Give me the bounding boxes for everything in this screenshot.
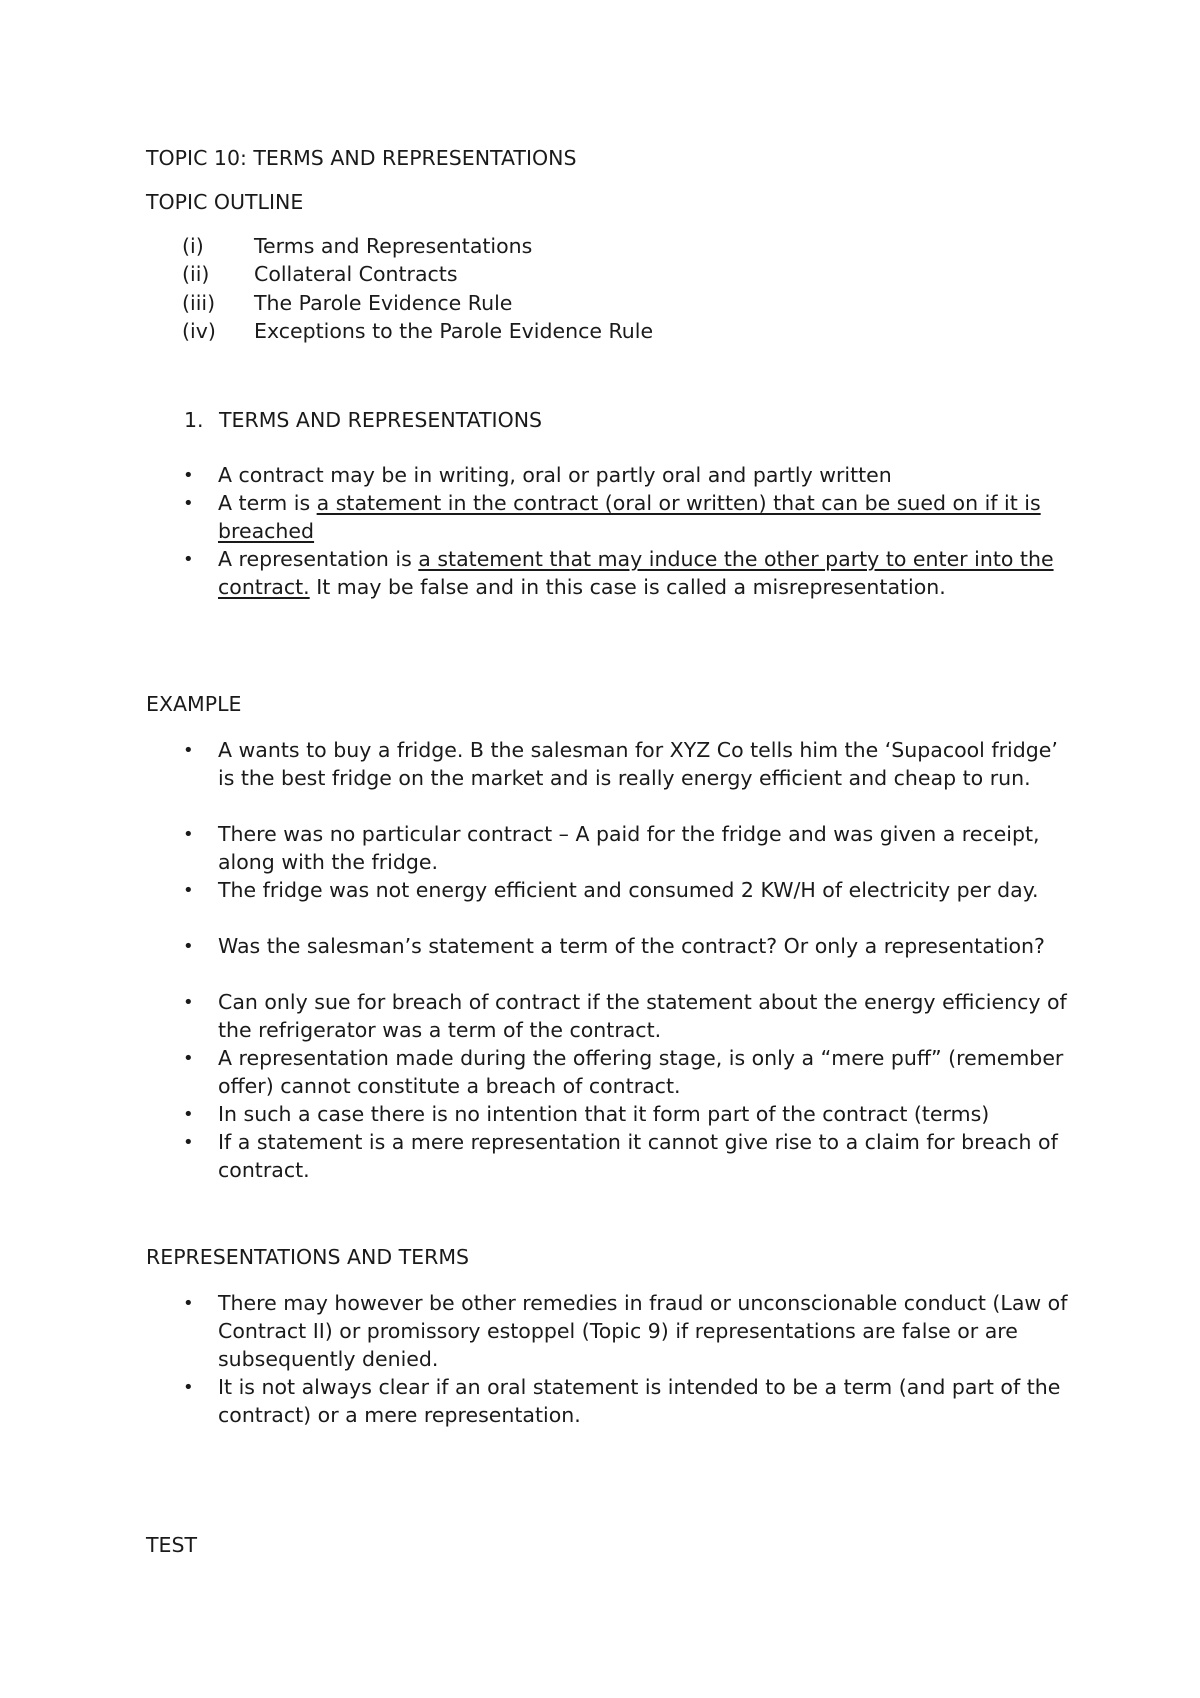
example-heading: EXAMPLE xyxy=(146,692,242,716)
outline-item-text: Collateral Contracts xyxy=(254,262,458,286)
bullet-icon: • xyxy=(183,493,194,514)
list-item-text: A representation made during the offering stage, is only a “mere puff” (remember offer) cannot constitute a breach of contract. xyxy=(218,1046,1064,1098)
list-item-text: If a statement is a mere representation it cannot give rise to a claim for breach of contract. xyxy=(218,1130,1058,1182)
bullet-icon: • xyxy=(183,1132,194,1153)
list-item-text: A wants to buy a fridge. B the salesman for XYZ Co tells him the ‘Supacool fridge’ is the best fridge on the market and is really energy efficient and cheap to run. xyxy=(218,738,1058,790)
list-item-text xyxy=(218,490,1070,546)
section-title: TERMS AND REPRESENTATIONS xyxy=(219,408,543,432)
bullet-icon: • xyxy=(183,824,194,845)
bullet-icon: • xyxy=(183,880,194,901)
outline-item-text: Terms and Representations xyxy=(254,234,533,258)
term-prefix: A term is xyxy=(218,491,317,515)
document-title: TOPIC 10: TERMS AND REPRESENTATIONS xyxy=(146,146,577,170)
bullet-icon: • xyxy=(183,936,194,957)
bullet-icon: • xyxy=(183,465,194,486)
outline-item-number: (iii) xyxy=(182,291,216,315)
list-item-text: There may however be other remedies in fraud or unconscionable conduct (Law of Contract II) or promissory estoppel (Topic 9) if representations are false or are subsequently denied. xyxy=(218,1291,1068,1371)
test-heading: TEST xyxy=(146,1533,198,1557)
outline-item-number: (iv) xyxy=(182,319,216,343)
representations-and-terms-heading: REPRESENTATIONS AND TERMS xyxy=(146,1245,470,1269)
list-item-text: The fridge was not energy efficient and consumed 2 KW/H of electricity per day. xyxy=(218,878,1039,902)
list-item-text: Can only sue for breach of contract if the statement about the energy efficiency of the refrigerator was a term of the contract. xyxy=(218,990,1067,1042)
list-item-text: A contract may be in writing, oral or partly oral and partly written xyxy=(218,463,892,487)
representation-suffix: It may be false and in this case is called a misrepresentation. xyxy=(309,574,946,599)
bullet-icon: • xyxy=(183,740,194,761)
outline-heading: TOPIC OUTLINE xyxy=(146,190,304,214)
representation-definition: a statement that may induce the other party to enter into the contract. xyxy=(218,547,1054,599)
bullet-icon: • xyxy=(183,549,194,570)
term-definition: a statement in the contract (oral or written) that can be sued on if it is breached xyxy=(218,491,1041,543)
section-number: 1. xyxy=(184,408,204,432)
list-item-text: Was the salesman’s statement a term of the contract? Or only a representation? xyxy=(218,934,1045,958)
list-item-text: There was no particular contract – A paid for the fridge and was given a receipt, along with the fridge. xyxy=(218,822,1040,874)
bullet-icon: • xyxy=(183,1293,194,1314)
bullet-icon: • xyxy=(183,992,194,1013)
outline-item-number: (i) xyxy=(182,234,204,258)
bullet-icon: • xyxy=(183,1048,194,1069)
outline-item-text: Exceptions to the Parole Evidence Rule xyxy=(254,319,654,343)
list-item-text: In such a case there is no intention that it form part of the contract (terms) xyxy=(218,1102,990,1126)
representation-prefix: A representation is xyxy=(218,547,419,571)
bullet-icon: • xyxy=(183,1104,194,1125)
list-item-text xyxy=(218,546,1070,602)
list-item-text: It is not always clear if an oral statement is intended to be a term (and part of the contract) or a mere representation. xyxy=(218,1375,1061,1427)
outline-item-number: (ii) xyxy=(182,262,210,286)
bullet-icon: • xyxy=(183,1377,194,1398)
outline-item-text: The Parole Evidence Rule xyxy=(254,291,513,315)
